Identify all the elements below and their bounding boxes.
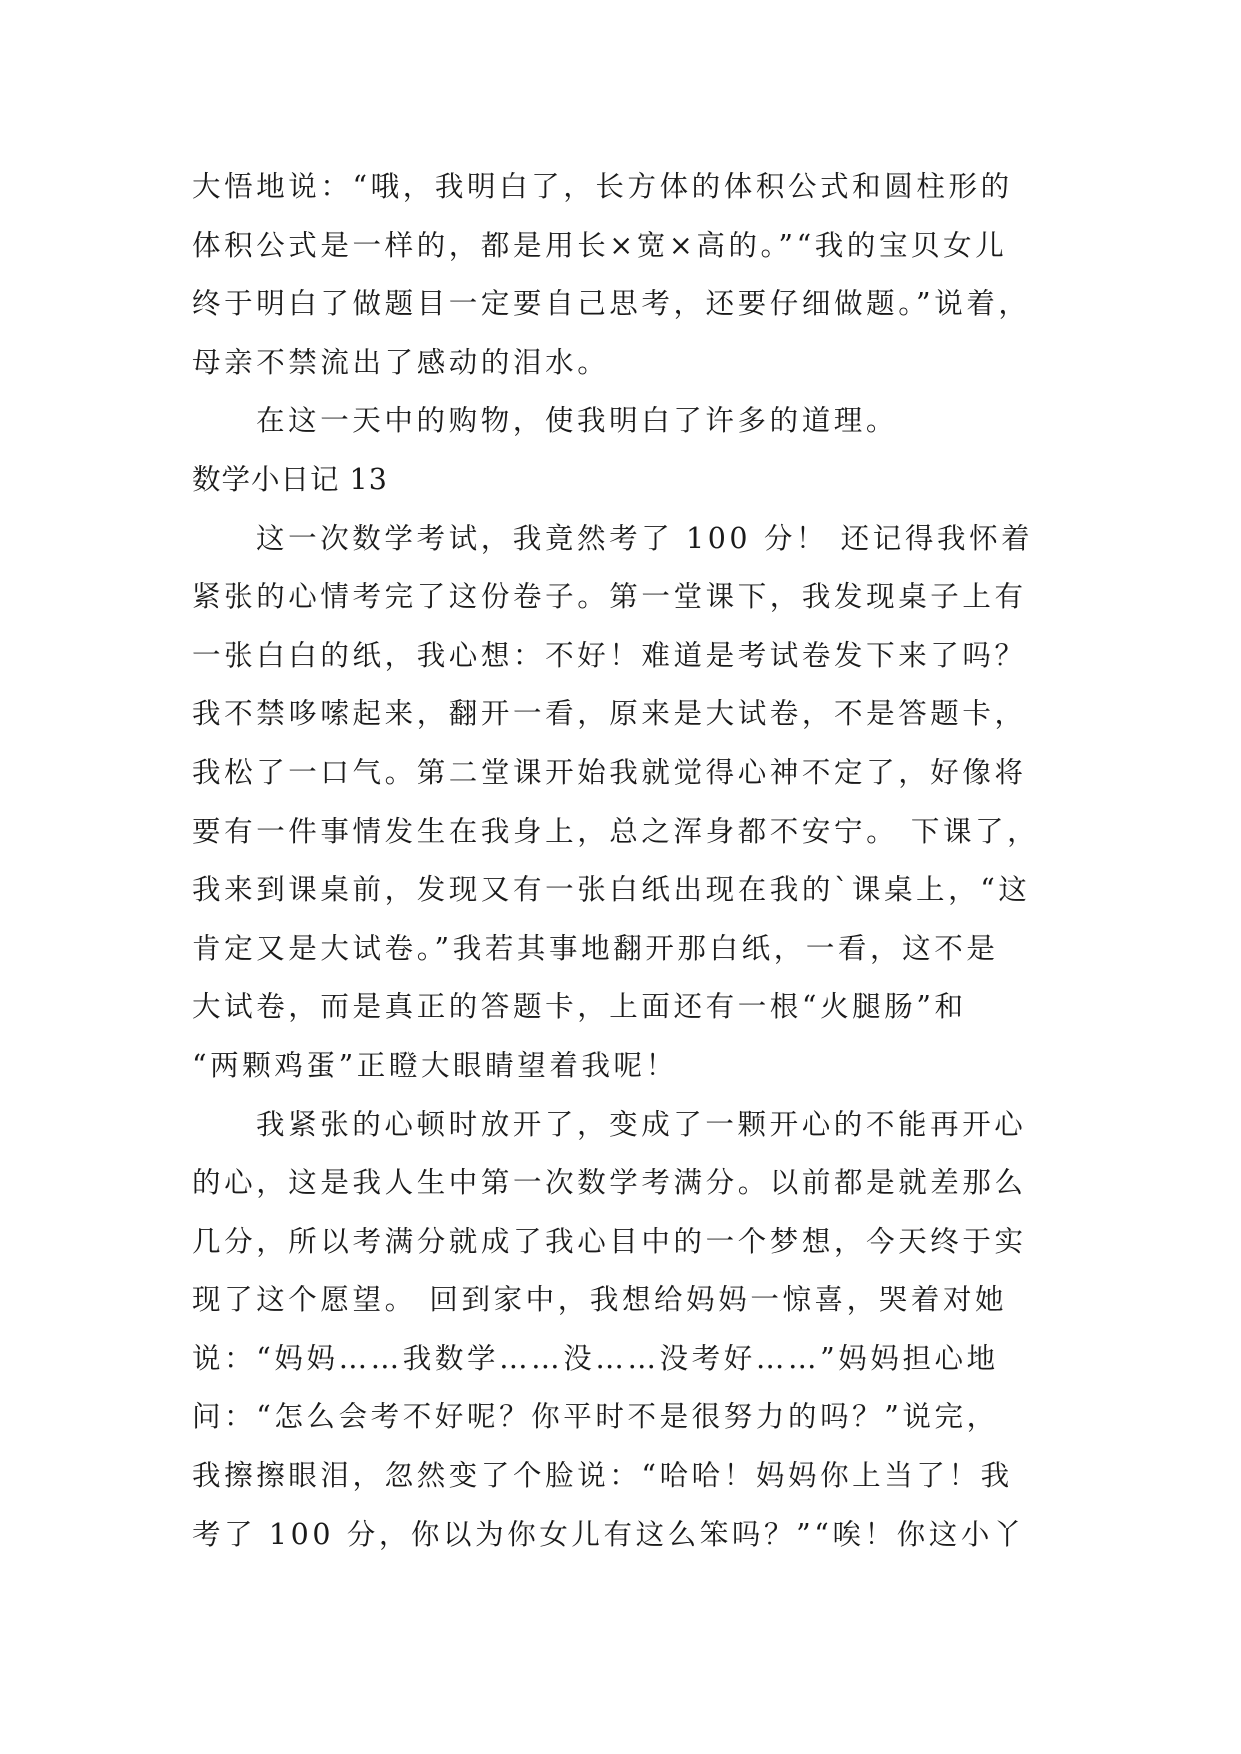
- text-line: 的心，这是我人生中第一次数学考满分。以前都是就差那么: [192, 1166, 1027, 1200]
- text-line: 大试卷，而是真正的答题卡，上面还有一根“火腿肠”和: [192, 990, 967, 1024]
- text-line: 考了 100 分，你以为你女儿有这么笨吗？”“唉！你这小丫: [192, 1517, 1026, 1551]
- text-line: 紧张的心情考完了这份卷子。第一堂课下，我发现桌子上有: [192, 580, 1027, 614]
- text-line: 现了这个愿望。 回到家中，我想给妈妈一惊喜，哭着对她: [192, 1283, 1008, 1317]
- text-line: 在这一天中的购物，使我明白了许多的道理。: [256, 404, 899, 438]
- text-line: 我擦擦眼泪，忽然变了个脸说：“哈哈！妈妈你上当了！我: [192, 1459, 1013, 1493]
- text-line: 几分，所以考满分就成了我心目中的一个梦想，今天终于实: [192, 1224, 1027, 1258]
- text-line: 说：“妈妈……我数学……没……没考好……”妈妈担心地: [192, 1341, 999, 1375]
- body-text: [192, 158, 1052, 1564]
- text-line: 我紧张的心顿时放开了，变成了一颗开心的不能再开心: [256, 1107, 1027, 1141]
- text-line: 母亲不禁流出了感动的泪水。: [192, 345, 610, 379]
- text-line: 问：“怎么会考不好呢？你平时不是很努力的吗？”说完，: [192, 1400, 999, 1434]
- text-line: 终于明白了做题目一定要自己思考，还要仔细做题。”说着，: [192, 287, 1031, 321]
- text-line: 一张白白的纸，我心想：不好！难道是考试卷发下来了吗？: [192, 638, 1027, 672]
- text-line: 要有一件事情发生在我身上，总之浑身都不安宁。 下课了，: [192, 814, 1040, 848]
- section-heading: 数学小日记 13: [192, 462, 388, 496]
- text-line: 体积公式是一样的，都是用长×宽×高的。”“我的宝贝女儿: [192, 228, 1008, 262]
- text-line: 这一次数学考试，我竟然考了 100 分！ 还记得我怀着: [256, 521, 1034, 555]
- text-line: 大悟地说：“哦，我明白了，长方体的体积公式和圆柱形的: [192, 170, 1013, 203]
- text-line: 我来到课桌前，发现又有一张白纸出现在我的`课桌上，“这: [192, 873, 1031, 907]
- text-line: 肯定又是大试卷。”我若其事地翻开那白纸，一看，这不是: [192, 931, 999, 965]
- text-line: 我不禁哆嗦起来，翻开一看，原来是大试卷，不是答题卡，: [192, 697, 1027, 731]
- text-line: “两颗鸡蛋”正瞪大眼睛望着我呢！: [192, 1048, 678, 1082]
- text-line: 我松了一口气。第二堂课开始我就觉得心神不定了，好像将: [192, 755, 1027, 789]
